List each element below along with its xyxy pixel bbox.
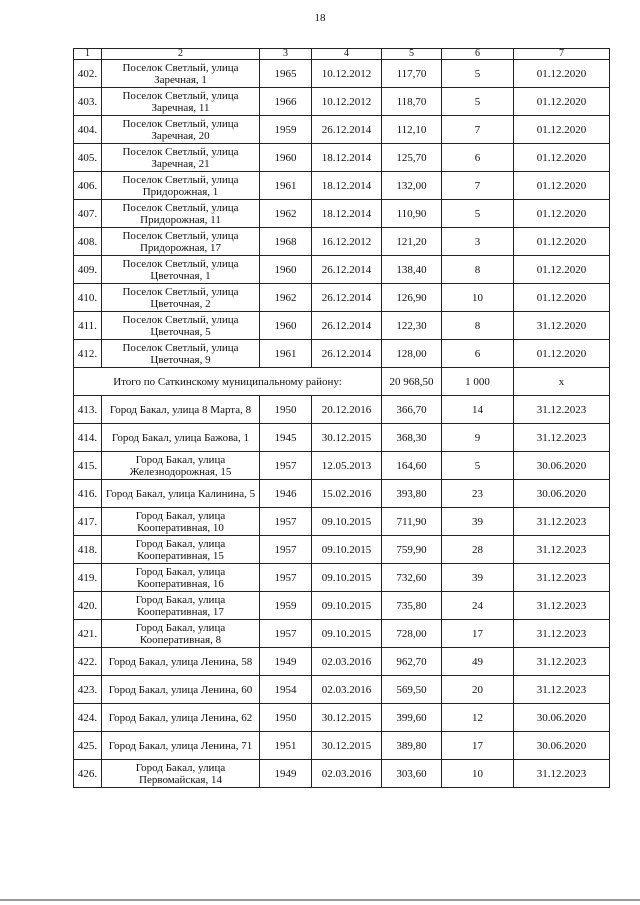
area-cell: 125,70 bbox=[382, 144, 442, 172]
recognition-date-cell: 18.12.2014 bbox=[312, 144, 382, 172]
year-built-cell: 1959 bbox=[260, 116, 312, 144]
address-cell: Поселок Светлый, улица Придорожная, 1 bbox=[102, 172, 260, 200]
area-cell: 735,80 bbox=[382, 592, 442, 620]
resettlement-deadline-cell: 01.12.2020 bbox=[514, 284, 610, 312]
year-built-cell: 1966 bbox=[260, 88, 312, 116]
table-row bbox=[74, 60, 610, 88]
area-cell: 732,60 bbox=[382, 564, 442, 592]
address-cell: Поселок Светлый, улица Цветочная, 2 bbox=[102, 284, 260, 312]
resettlement-deadline-cell: 31.12.2023 bbox=[514, 620, 610, 648]
address-cell: Поселок Светлый, улица Заречная, 20 bbox=[102, 116, 260, 144]
resettlement-deadline-cell: 31.12.2023 bbox=[514, 592, 610, 620]
area-cell: 121,20 bbox=[382, 228, 442, 256]
area-cell: 962,70 bbox=[382, 648, 442, 676]
row-number-cell: 405. bbox=[74, 144, 102, 172]
area-cell: 569,50 bbox=[382, 676, 442, 704]
address-cell: Город Бакал, улица 8 Марта, 8 bbox=[102, 396, 260, 424]
row-number-cell: 410. bbox=[74, 284, 102, 312]
row-number-cell: 421. bbox=[74, 620, 102, 648]
residents-count-cell: 8 bbox=[442, 312, 514, 340]
resettlement-deadline-cell: 31.12.2023 bbox=[514, 760, 610, 788]
column-header: 4 bbox=[312, 49, 382, 60]
column-header: 1 bbox=[74, 49, 102, 60]
year-built-cell: 1957 bbox=[260, 452, 312, 480]
row-number-cell: 408. bbox=[74, 228, 102, 256]
year-built-cell: 1960 bbox=[260, 312, 312, 340]
recognition-date-cell: 10.12.2012 bbox=[312, 60, 382, 88]
year-built-cell: 1962 bbox=[260, 200, 312, 228]
resettlement-deadline-cell: 31.12.2023 bbox=[514, 536, 610, 564]
row-number-cell: 426. bbox=[74, 760, 102, 788]
recognition-date-cell: 09.10.2015 bbox=[312, 620, 382, 648]
recognition-date-cell: 09.10.2015 bbox=[312, 592, 382, 620]
residents-count-cell: 5 bbox=[442, 452, 514, 480]
row-number-cell: 409. bbox=[74, 256, 102, 284]
table-row bbox=[74, 508, 610, 536]
address-cell: Город Бакал, улица Кооперативная, 15 bbox=[102, 536, 260, 564]
year-built-cell: 1950 bbox=[260, 396, 312, 424]
table-row bbox=[74, 592, 610, 620]
row-number-cell: 406. bbox=[74, 172, 102, 200]
resettlement-deadline-cell: 30.06.2020 bbox=[514, 732, 610, 760]
recognition-date-cell: 15.02.2016 bbox=[312, 480, 382, 508]
area-cell: 110,90 bbox=[382, 200, 442, 228]
address-cell: Город Бакал, улица Ленина, 60 bbox=[102, 676, 260, 704]
table-row bbox=[74, 284, 610, 312]
table-row bbox=[74, 256, 610, 284]
year-built-cell: 1968 bbox=[260, 228, 312, 256]
address-cell: Поселок Светлый, улица Цветочная, 9 bbox=[102, 340, 260, 368]
table-row bbox=[74, 228, 610, 256]
address-cell: Город Бакал, улица Калинина, 5 bbox=[102, 480, 260, 508]
table-row bbox=[74, 480, 610, 508]
residents-count-cell: 8 bbox=[442, 256, 514, 284]
area-cell: 112,10 bbox=[382, 116, 442, 144]
recognition-date-cell: 18.12.2014 bbox=[312, 172, 382, 200]
area-cell: 759,90 bbox=[382, 536, 442, 564]
recognition-date-cell: 30.12.2015 bbox=[312, 704, 382, 732]
residents-count-cell: 7 bbox=[442, 172, 514, 200]
recognition-date-cell: 10.12.2012 bbox=[312, 88, 382, 116]
residents-count-cell: 5 bbox=[442, 60, 514, 88]
residents-count-cell: 10 bbox=[442, 284, 514, 312]
recognition-date-cell: 02.03.2016 bbox=[312, 648, 382, 676]
address-cell: Поселок Светлый, улица Заречная, 21 bbox=[102, 144, 260, 172]
address-cell: Город Бакал, улица Ленина, 71 bbox=[102, 732, 260, 760]
column-header: 7 bbox=[514, 49, 610, 60]
row-number-cell: 418. bbox=[74, 536, 102, 564]
residents-count-cell: 6 bbox=[442, 340, 514, 368]
residents-count-cell: 5 bbox=[442, 200, 514, 228]
residents-count-cell: 28 bbox=[442, 536, 514, 564]
row-number-cell: 403. bbox=[74, 88, 102, 116]
column-header: 6 bbox=[442, 49, 514, 60]
area-cell: 303,60 bbox=[382, 760, 442, 788]
resettlement-deadline-cell: 30.06.2020 bbox=[514, 480, 610, 508]
residents-count-cell: 14 bbox=[442, 396, 514, 424]
year-built-cell: 1949 bbox=[260, 760, 312, 788]
row-number-cell: 414. bbox=[74, 424, 102, 452]
resettlement-deadline-cell: 31.12.2023 bbox=[514, 508, 610, 536]
residents-count-cell: 7 bbox=[442, 116, 514, 144]
address-cell: Город Бакал, улица Ленина, 58 bbox=[102, 648, 260, 676]
area-cell: 118,70 bbox=[382, 88, 442, 116]
year-built-cell: 1961 bbox=[260, 340, 312, 368]
recognition-date-cell: 26.12.2014 bbox=[312, 312, 382, 340]
address-cell: Поселок Светлый, улица Цветочная, 5 bbox=[102, 312, 260, 340]
year-built-cell: 1962 bbox=[260, 284, 312, 312]
recognition-date-cell: 02.03.2016 bbox=[312, 676, 382, 704]
address-cell: Город Бакал, улица Кооперативная, 17 bbox=[102, 592, 260, 620]
resettlement-deadline-cell: 01.12.2020 bbox=[514, 340, 610, 368]
area-cell: 138,40 bbox=[382, 256, 442, 284]
row-number-cell: 422. bbox=[74, 648, 102, 676]
subtotal-count: 1 000 bbox=[442, 368, 514, 396]
table-row bbox=[74, 452, 610, 480]
residents-count-cell: 5 bbox=[442, 88, 514, 116]
resettlement-deadline-cell: 30.06.2020 bbox=[514, 452, 610, 480]
area-cell: 128,00 bbox=[382, 340, 442, 368]
page-number: 18 bbox=[314, 12, 326, 24]
address-cell: Поселок Светлый, улица Заречная, 1 bbox=[102, 60, 260, 88]
year-built-cell: 1946 bbox=[260, 480, 312, 508]
resettlement-deadline-cell: 01.12.2020 bbox=[514, 88, 610, 116]
table-row bbox=[74, 648, 610, 676]
table-row bbox=[74, 620, 610, 648]
residents-count-cell: 20 bbox=[442, 676, 514, 704]
row-number-cell: 417. bbox=[74, 508, 102, 536]
subtotal-area: 20 968,50 bbox=[382, 368, 442, 396]
resettlement-deadline-cell: 30.06.2020 bbox=[514, 704, 610, 732]
area-cell: 366,70 bbox=[382, 396, 442, 424]
row-number-cell: 425. bbox=[74, 732, 102, 760]
residents-count-cell: 24 bbox=[442, 592, 514, 620]
year-built-cell: 1950 bbox=[260, 704, 312, 732]
area-cell: 399,60 bbox=[382, 704, 442, 732]
area-cell: 728,00 bbox=[382, 620, 442, 648]
residents-count-cell: 49 bbox=[442, 648, 514, 676]
column-header: 5 bbox=[382, 49, 442, 60]
recognition-date-cell: 09.10.2015 bbox=[312, 508, 382, 536]
year-built-cell: 1957 bbox=[260, 620, 312, 648]
year-built-cell: 1957 bbox=[260, 564, 312, 592]
address-cell: Город Бакал, улица Первомайская, 14 bbox=[102, 760, 260, 788]
row-number-cell: 402. bbox=[74, 60, 102, 88]
resettlement-deadline-cell: 31.12.2020 bbox=[514, 312, 610, 340]
year-built-cell: 1957 bbox=[260, 508, 312, 536]
year-built-cell: 1945 bbox=[260, 424, 312, 452]
row-number-cell: 411. bbox=[74, 312, 102, 340]
resettlement-deadline-cell: 31.12.2023 bbox=[514, 564, 610, 592]
residents-count-cell: 9 bbox=[442, 424, 514, 452]
address-cell: Город Бакал, улица Кооперативная, 16 bbox=[102, 564, 260, 592]
address-cell: Поселок Светлый, улица Придорожная, 17 bbox=[102, 228, 260, 256]
area-cell: 393,80 bbox=[382, 480, 442, 508]
address-cell: Город Бакал, улица Бажова, 1 bbox=[102, 424, 260, 452]
area-cell: 126,90 bbox=[382, 284, 442, 312]
recognition-date-cell: 16.12.2012 bbox=[312, 228, 382, 256]
residents-count-cell: 23 bbox=[442, 480, 514, 508]
table-row bbox=[74, 312, 610, 340]
column-header-row bbox=[74, 49, 610, 60]
year-built-cell: 1960 bbox=[260, 144, 312, 172]
subtotal-row bbox=[74, 368, 610, 396]
table-row bbox=[74, 424, 610, 452]
recognition-date-cell: 26.12.2014 bbox=[312, 256, 382, 284]
row-number-cell: 423. bbox=[74, 676, 102, 704]
row-number-cell: 419. bbox=[74, 564, 102, 592]
table-row bbox=[74, 396, 610, 424]
resettlement-deadline-cell: 01.12.2020 bbox=[514, 60, 610, 88]
row-number-cell: 420. bbox=[74, 592, 102, 620]
address-cell: Город Бакал, улица Железнодорожная, 15 bbox=[102, 452, 260, 480]
residents-count-cell: 17 bbox=[442, 732, 514, 760]
resettlement-deadline-cell: 01.12.2020 bbox=[514, 256, 610, 284]
address-cell: Поселок Светлый, улица Заречная, 11 bbox=[102, 88, 260, 116]
table-row bbox=[74, 340, 610, 368]
table-row bbox=[74, 172, 610, 200]
row-number-cell: 416. bbox=[74, 480, 102, 508]
year-built-cell: 1954 bbox=[260, 676, 312, 704]
address-cell: Город Бакал, улица Кооперативная, 10 bbox=[102, 508, 260, 536]
year-built-cell: 1957 bbox=[260, 536, 312, 564]
year-built-cell: 1965 bbox=[260, 60, 312, 88]
resettlement-deadline-cell: 31.12.2023 bbox=[514, 648, 610, 676]
address-cell: Город Бакал, улица Кооперативная, 8 bbox=[102, 620, 260, 648]
recognition-date-cell: 30.12.2015 bbox=[312, 424, 382, 452]
row-number-cell: 424. bbox=[74, 704, 102, 732]
resettlement-deadline-cell: 01.12.2020 bbox=[514, 172, 610, 200]
resettlement-deadline-cell: 31.12.2023 bbox=[514, 424, 610, 452]
recognition-date-cell: 26.12.2014 bbox=[312, 340, 382, 368]
recognition-date-cell: 09.10.2015 bbox=[312, 564, 382, 592]
address-cell: Поселок Светлый, улица Цветочная, 1 bbox=[102, 256, 260, 284]
table-row bbox=[74, 200, 610, 228]
recognition-date-cell: 26.12.2014 bbox=[312, 116, 382, 144]
year-built-cell: 1960 bbox=[260, 256, 312, 284]
resettlement-deadline-cell: 01.12.2020 bbox=[514, 144, 610, 172]
area-cell: 711,90 bbox=[382, 508, 442, 536]
table-row bbox=[74, 760, 610, 788]
subtotal-deadline: x bbox=[514, 368, 610, 396]
residents-count-cell: 39 bbox=[442, 564, 514, 592]
recognition-date-cell: 09.10.2015 bbox=[312, 536, 382, 564]
year-built-cell: 1961 bbox=[260, 172, 312, 200]
residents-count-cell: 39 bbox=[442, 508, 514, 536]
recognition-date-cell: 18.12.2014 bbox=[312, 200, 382, 228]
table-row bbox=[74, 732, 610, 760]
resettlement-deadline-cell: 01.12.2020 bbox=[514, 200, 610, 228]
housing-registry-table bbox=[73, 48, 610, 788]
area-cell: 164,60 bbox=[382, 452, 442, 480]
row-number-cell: 413. bbox=[74, 396, 102, 424]
year-built-cell: 1949 bbox=[260, 648, 312, 676]
resettlement-deadline-cell: 31.12.2023 bbox=[514, 676, 610, 704]
recognition-date-cell: 12.05.2013 bbox=[312, 452, 382, 480]
table-row bbox=[74, 88, 610, 116]
table-row bbox=[74, 116, 610, 144]
recognition-date-cell: 20.12.2016 bbox=[312, 396, 382, 424]
table-row bbox=[74, 144, 610, 172]
table-row bbox=[74, 704, 610, 732]
row-number-cell: 407. bbox=[74, 200, 102, 228]
residents-count-cell: 12 bbox=[442, 704, 514, 732]
resettlement-deadline-cell: 01.12.2020 bbox=[514, 116, 610, 144]
residents-count-cell: 6 bbox=[442, 144, 514, 172]
address-cell: Город Бакал, улица Ленина, 62 bbox=[102, 704, 260, 732]
table-row bbox=[74, 676, 610, 704]
residents-count-cell: 10 bbox=[442, 760, 514, 788]
resettlement-deadline-cell: 31.12.2023 bbox=[514, 396, 610, 424]
row-number-cell: 404. bbox=[74, 116, 102, 144]
area-cell: 368,30 bbox=[382, 424, 442, 452]
subtotal-label: Итого по Саткинскому муниципальному району: bbox=[74, 368, 382, 396]
row-number-cell: 415. bbox=[74, 452, 102, 480]
column-header: 3 bbox=[260, 49, 312, 60]
table-row bbox=[74, 564, 610, 592]
residents-count-cell: 3 bbox=[442, 228, 514, 256]
area-cell: 132,00 bbox=[382, 172, 442, 200]
residents-count-cell: 17 bbox=[442, 620, 514, 648]
recognition-date-cell: 02.03.2016 bbox=[312, 760, 382, 788]
area-cell: 117,70 bbox=[382, 60, 442, 88]
row-number-cell: 412. bbox=[74, 340, 102, 368]
recognition-date-cell: 26.12.2014 bbox=[312, 284, 382, 312]
page-bottom-border bbox=[0, 899, 640, 901]
address-cell: Поселок Светлый, улица Придорожная, 11 bbox=[102, 200, 260, 228]
table-row bbox=[74, 536, 610, 564]
year-built-cell: 1951 bbox=[260, 732, 312, 760]
area-cell: 389,80 bbox=[382, 732, 442, 760]
year-built-cell: 1959 bbox=[260, 592, 312, 620]
column-header: 2 bbox=[102, 49, 260, 60]
area-cell: 122,30 bbox=[382, 312, 442, 340]
recognition-date-cell: 30.12.2015 bbox=[312, 732, 382, 760]
resettlement-deadline-cell: 01.12.2020 bbox=[514, 228, 610, 256]
